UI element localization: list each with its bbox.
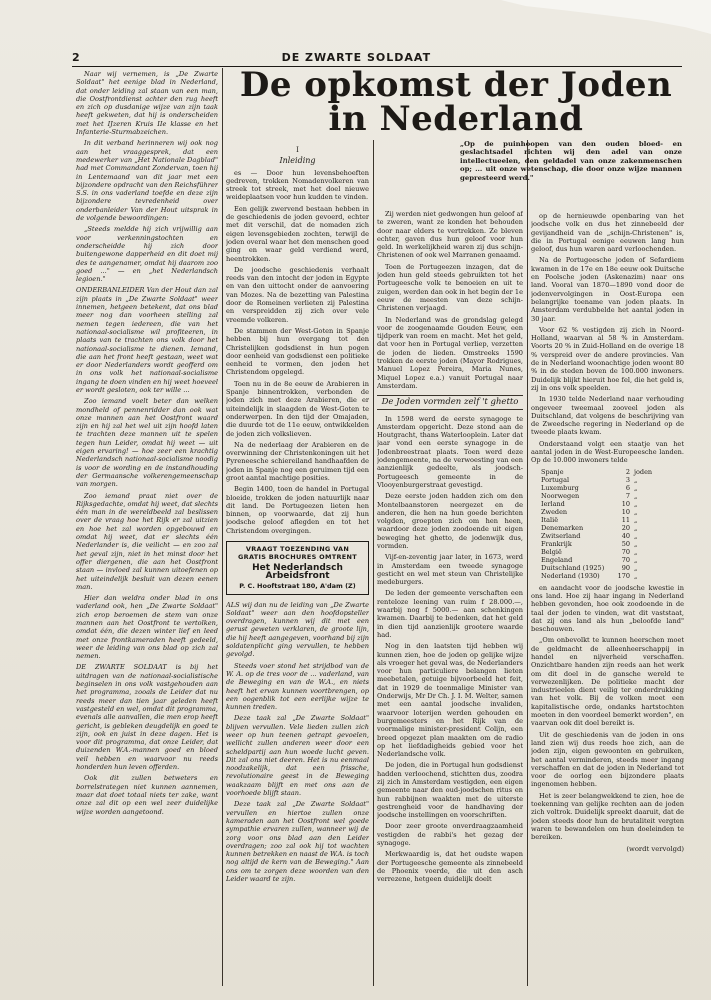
- table-row: [531, 476, 684, 484]
- paragraph: Na de Portugeesche joden of Sefardiem kwamen in de 17e en 18e eeuw ook Duitsche en Poolsche joden (Askenazim) naar ons land. Vooral van 1870—1890 vond door de jodenvervolgingen in Oost-Europa een belangrijke toename van joden plaats. In Amsterdam verdubbelde het aantal joden in 30 jaar.: [531, 256, 684, 323]
- unit-cell: „: [634, 547, 638, 556]
- country-cell: Engeland: [541, 555, 573, 564]
- paragraph: Door zeer groote onverdraagzaamheid vestigden de rabbi's het gezag der synagoge.: [377, 822, 523, 848]
- paragraph: Merkwaardig is, dat het oudste wapen der Portugeesche gemeente als zinnebeeld de Phoenix voerde, die uit den asch verrezene, hetgeen duidelijk doelt: [377, 850, 523, 884]
- table-row: [531, 508, 684, 516]
- table-row: [531, 516, 684, 524]
- table-row: [531, 564, 684, 572]
- paragraph: Vijf-en-zeventig jaar later, in 1673, werd in Amsterdam een tweede synagoge gesticht en wel met steun van Christelijke medeburgers.: [377, 553, 523, 587]
- value-cell: 90: [621, 563, 630, 572]
- paragraph: In 1598 werd de eerste synagoge te Amsterdam opgericht. Deze stond aan de Houtgracht, thans Waterlooplein. Later dat jaar vond een eerste synagoge in de Jodenbreestraat plaats. Toen werd deze jodengemeente, na de verwoesting van een aanzienlijk gedeelte, als joodsch-Portugeesch gemeente in de Vlooyenburgerstraat gevestigd.: [377, 414, 523, 489]
- paragraph: De joodsche geschiedenis verhaalt reeds van den intocht der joden in Egypte en van den uittocht onder de aanvoering van Mozes. Na de bezetting van Palestina door de Romeinen verlieten zij Palestina en verspreidden zij zich over vele vreemde volkeren.: [226, 265, 369, 324]
- table-row: [531, 532, 684, 540]
- country-cell: Italië: [541, 515, 559, 524]
- country-cell: Frankrijk: [541, 539, 572, 548]
- country-cell: Noorwegen: [541, 491, 580, 500]
- value-cell: 20: [621, 523, 630, 532]
- unit-cell: „: [634, 475, 638, 484]
- unit-cell: „: [634, 515, 638, 524]
- country-cell: Ierland: [541, 499, 565, 508]
- value-cell: 10: [621, 507, 630, 516]
- country-cell: België: [541, 547, 562, 556]
- paragraph: In Nederland was de grondslag gelegd voor de zoogenaamde Gouden Eeuw, een tijdperk van roem en macht. Met het geld, dat voor hen in Portugal verliep, verzetten de joden de lieden. Omstreeks 1590 trokken de eerste joden (Mayor Rodrigues, Manuel Lopez Pereira, Maria Nunes, Miquel Lopez e.a.) vanuit Portugal naar Amsterdam.: [377, 315, 523, 390]
- unit-cell: „: [634, 539, 638, 548]
- table-row: [531, 556, 684, 564]
- paragraph: Deze taak zal „De Zwarte Soldaat" vervullen en hiertoe zullen onze kameraden aan het Oostfront wel goede sympathie ervaren zullen, wanneer wij de zorg voor ons blad aan den Leider overdragen; zoo zal ook hij tot wachten kunnen betrekken en naast de W.A. is toch nog altijd de kern van de Beweging." Aan ons om te zorgen deze woorden van den Leider waard te zijn.: [226, 800, 369, 884]
- unit-cell: „: [634, 483, 638, 492]
- section-numeral: I: [296, 146, 299, 154]
- paragraph: De joden, die in Portugal hun godsdienst hadden verloochend, stichtten dus, zoodra zij zich in Amsterdam vestigden, een eigen gemeente naar den oud-joodschen ritus en hun rabbijnen waakten met de uiterste gestrengheid voor de handhaving der joodsche instellingen en voorschriften.: [377, 761, 523, 820]
- paragraph: en aandacht voor de joodsche kwestie in ons land. Hoe zij haar ingang in Nederland hebben gevonden, hoe ook zoodoende in de taal der joden te vinden, wat dit vaststaat, dat zij ons land als hun „beloofde land" beschouwen.: [531, 583, 684, 634]
- paragraph: es — Door hun levensbehoeften gedreven, trokken Nomadenvolkeren van streek tot streek, met het doel nieuwe weideplaatsen voor hun kudden te vinden.: [226, 168, 369, 202]
- value-cell: 40: [621, 531, 630, 540]
- advertisement-box: [226, 541, 369, 594]
- value-cell: 3: [625, 475, 630, 484]
- paragraph: Deze eerste joden hadden zich om den Montelbaanstoren neergezet en de anderen, die hen na hun goede berichten volgden, groepten zich om hen heen, waardoor deze joden zoodoende uit eigen beweging het ghetto, de jodenwijk dus, vormden.: [377, 492, 523, 550]
- torn-corner: [501, 0, 711, 34]
- table-row: [531, 524, 684, 532]
- country-cell: Portugal: [541, 475, 570, 484]
- country-cell: Duitschland (1925): [541, 563, 605, 572]
- country-cell: Zweden: [541, 507, 568, 516]
- section-heading: Inleiding: [279, 156, 316, 166]
- page-number: 2: [72, 50, 81, 64]
- value-cell: 170: [617, 571, 630, 580]
- intro-quote: „Op de puinhoopen van den ouden bloed- en geslachtsadel richten wij den adel van onze intellectueelen, den geldadel van onze zakenmenschen op; ... uit onze wetenschap, die door onze wijze mannen gepresteerd werd.": [460, 140, 682, 182]
- paragraph: De leden der gemeente verschaften een renteloze leening van ruim f 28.000.—, waarbij nog f 5000.— aan schenkingen kwamen. Daarbij te bedenken, dat het geld in dien tijd aanzienlijk grootere waarde had.: [377, 589, 523, 639]
- column-article-2: [377, 210, 523, 986]
- unit-cell: „: [634, 571, 638, 580]
- column-divider-2: [373, 140, 374, 986]
- country-cell: Zwitserland: [541, 531, 581, 540]
- paragraph: Zoo iemand voelt beter dan welken mondheld of pennenridder dan ook wat onze mannen aan het Oostfront waard zijn en hij zal het wel uit zijn hoofd laten te trachten deze mannen uit te spelen tegen hun Leider, omdat hij weet — uit eigen ervaring! — hoe zeer een krachtig Nederlandsch nationaal-socialisme noodig is voor de wording en de instandhouding der Germaansche volkerengemeenschap van morgen.: [76, 397, 218, 489]
- paragraph: op de hernieuwde openbaring van het joodsche volk en dus het zinnebeeld der gevijandheid van de „schijn-Christenen" is, die in Portugal eenige eeuwen lang hun geloof, dus hun waren aard verloochenden.: [531, 212, 684, 254]
- masthead: [72, 50, 632, 64]
- section-heading: De Joden vormden zelf 't ghetto: [377, 395, 523, 409]
- value-cell: 70: [621, 547, 630, 556]
- continued-note: (wordt vervolgd): [626, 844, 684, 853]
- value-cell: 10: [621, 499, 630, 508]
- paragraph: „Steeds meldde hij zich vrijwillig aan voor verkenningstochten en onderscheidde hij zich door buitengewone dapperheid en dit doet mij des te aangenamer, omdat hij daarom zoo goed ..." — en „het Nederlandsch legioen.": [76, 225, 218, 284]
- column-divider-1: [222, 68, 223, 986]
- paragraph: „Om onbevolkt te kunnen heerschen moet de geldmacht de alleenheerschappij in handel en nijverheid verschaffen. Onzichtbare handen zijn reeds aan het werk om dit doel in de gansche wereld te verwezenlijken. De politieke macht der industrieelen dient veilig ter onderdrukking van het volk. Bij de volken moet een kapitalistische orde, ondanks hartstochten moeten in den voordeel bemerkt worden", en vaarvan ook dit doel bereikt is.: [531, 636, 684, 728]
- table-row: [531, 540, 684, 548]
- value-cell: 11: [621, 515, 630, 524]
- paragraph: Zij werden niet gedwongen hun geloof af te zweren, want ze konden het behouden door naar elders te vertrekken. Ze bleven echter, gaven dus hun geloof voor hun geld. In werkelijkheid waren zij dus schijn-Christenen of ook wel Marranen genaamd.: [377, 210, 523, 260]
- value-cell: 6: [625, 483, 630, 492]
- table-row: [531, 492, 684, 500]
- unit-cell: „: [634, 499, 638, 508]
- ad-line-3: P. C. Hooftstraat 180, A'dam (Z): [239, 582, 356, 591]
- paragraph: Uit de geschiedenis van de joden in ons land zien wij dus reeds hoe zich, aan de joden zijn, eigen gewoonten en gebruiken, het aantal verminderen, steeds meer ingang verschaffen en dat de joden in Nederland tot voor de oorlog een bijzondere plaats ingenomen hebben.: [531, 730, 684, 789]
- value-cell: 70: [621, 555, 630, 564]
- unit-cell: „: [634, 507, 638, 516]
- unit-cell: „: [634, 531, 638, 540]
- paragraph: Na de nederlaag der Arabieren en de overwinning der Christenkoningen uit het Pyreneesche schiereiland handhaafden de joden in Spanje nog een geruimen tijd een groot aantal machtige posities.: [226, 440, 369, 482]
- paragraph: Een gelijk zwervend bestaan hebben in de geschiedenis de joden gevoerd, echter met dit verschil, dat de nomaden zich eigen levensgebieden zochten, terwijl de joden overal waar het den menschen goed ging en waar geld verdiend werd, heentrokken.: [226, 204, 369, 263]
- paragraph: Ook dit zullen betweters en borrelstrategen niet kunnen aannemen, maar dat doet totaal niets ter zake, want onze zal dit op een wel zeer duidelijke wijze worden aangetoond.: [76, 774, 218, 816]
- paragraph: Deze taak zal „De Zwarte Soldaat" blijven vervullen. Vele lieden zullen zich weer op hun teenen getrapt gevoelen, wellicht zullen anderen weer door een scheldpartij aan hun woede lucht geven. Dit zal ons niet deeren. Het is nu eenmaal noodzakelijk, dat een frissche, revolutionaire geest in de Beweging waakzaam blijft en met ons aan de voorhoede blijft staan.: [226, 714, 369, 798]
- paper-name: DE ZWARTE SOLDAAT: [281, 50, 432, 64]
- column-divider-3: [527, 140, 528, 986]
- table-row: [531, 484, 684, 492]
- paragraph: De stammen der West-Goten in Spanje hebben bij hun overgang tot den Christelijken godsdienst in hun pogen door eenheid van godsdienst een politieke eenheid te vormen, den joden het Christendom opgelegd.: [226, 326, 369, 377]
- country-cell: Denemarken: [541, 523, 584, 532]
- value-cell: 2: [625, 467, 630, 476]
- article-headline: [226, 65, 686, 139]
- column-article-3: [531, 212, 684, 986]
- country-cell: Spanje: [541, 467, 564, 476]
- country-cell: Nederland (1930): [541, 571, 600, 580]
- headline-line-1: De opkomst der Joden: [239, 65, 673, 105]
- paragraph: Het is zeer belangwekkend te zien, hoe de toekenning van gelijke rechten aan de joden zich voltrok. Duidelijk spreekt daaruit, dat de joden steeds door hun de brutaliteit vergten waren te bewandelen om hun doeleinden te bereiken.: [531, 791, 684, 842]
- column-editorial: [76, 70, 218, 986]
- column-article-1: [226, 146, 369, 986]
- paragraph: Voor 62 % vestigden zij zich in Noord-Holland, waarvan al 58 % in Amsterdam. Voorts 20 % in Zuid-Holland en de overige 18 % verspreid over de andere provincies. Van de in Nederland woonachtige joden woont 80 % in de steden boven de 100.000 inwoners. Duidelijk blijkt hieruit hoe fel, die het geld is, zij in ons volk speelden.: [531, 325, 684, 392]
- paragraph: In 1930 telde Nederland naar verhouding ongeveer tweemaal zooveel joden als Duitschland, dat volgens de beschrijving van de Zweedsche regering in Nederland op de tweede plaats kwam.: [531, 395, 684, 437]
- value-cell: 50: [621, 539, 630, 548]
- paragraph: DE ZWARTE SOLDAAT is bij het uitdragen van de nationaal-socialistische beginselen in ons volk vastgehouden aan het programma, zooals de Leider dat nu reeds meer dan tien jaar geleden heeft vastgesteld en wel, omdat dit programma, evenals alle aanvallen, die men erop heeft gericht, is gebleken deugdelijk en goed te zijn, ook en juist in deze dagen. Het is voor dit programma, dat onze Leider, dat duizenden W.A.-mannen goed en bloed veil hebben en waarvoor nu reeds honderden hun leven offerden.: [76, 663, 218, 772]
- paragraph: ONDERBANLEIDER Van der Hout dan zal zijn plaats in „De Zwarte Soldaat" weer innemen, hetgeen betekent, dat ons blad meer nog dan voorheen stelling zal nemen tegen iedereen, die van het nationaal-socialisme wil profiteeren, in plaats van te trachten ons volk door het nationaal-socialisme te dienen. Iemand, die aan het front heeft gestaan, weet wat er door Nederlanders wordt geofferd om in ons volk het nationaal-socialisme ingang te doen vinden en hij weet hoeveel er wordt gesloten, ook ter wille ...: [76, 286, 218, 394]
- unit-cell: „: [634, 523, 638, 532]
- unit-cell: joden: [634, 467, 653, 476]
- paragraph: Begin 1400, toen de handel in Portugal bloeide, trokken de joden natuurlijk naar dit land. De Portugeezen lieten hen binnen, op voorwaarde, dat zij hun joodsche geloof aflegden en tot het Christendom overgingen.: [226, 485, 369, 535]
- paragraph: Nog in den laatsten tijd hebben wij kunnen zien, hoe de joden op gelijke wijze als vroeger het geval was, de Nederlanders voor hun particuliere belangen lieten meebetalen, getuige bijvoorbeeld het feit, dat in 1929 de toenmalige Minister van Onderwijs, Mr Dr Ch. J. I. M. Welter, samen met een aantal joodsche invaliden, waarvoor loterijen werden gehouden en burgemeesters en het Rijk van de voormalige minister-president Colijn, een breed opgezet plan maakten om de radio op het liefdadigheids gebied voor het Nederlandsche volk.: [377, 642, 523, 759]
- table-row: [531, 468, 684, 476]
- country-cell: Luxemburg: [541, 483, 579, 492]
- paragraph: ALS wij dan nu de leiding van „De Zwarte Soldaat" weer aan den hoofdopsteller overdragen, kunnen wij dit met een gerust geweten verklaren, de groote lijn, die hij heeft aangegeven, voorhand bij zijn soldatenplicht ging vervullen, te hebben gevolgd.: [226, 600, 369, 659]
- value-cell: 7: [625, 491, 630, 500]
- paragraph: Zoo iemand praat niet over de Rijksgedachte, omdat hij weet, dat slechts één man in de wereldbeeld zal beslissen over de vraag hoe het Rijk er zal uitzien en hoe het zal worden opgebouwd en omdat hij weet, dat er slechts één Nederlander is, die veilicht — en zoo zal het geval zijn, niet in het minst door het offer diergenen, die aan het Oostfront staan — invloed zal kunnen uitoefenen op het uiteindelijk besluit van dezen eenen man.: [76, 491, 218, 591]
- paragraph: In dit verband herinneren wij ook nog aan het vraaggesprek, dat een medewerker van „Het Nationale Dagblad" had met Commandant Zondervan, toen hij in Lentemaand van dit jaar met een bijzondere opdracht van den Reichsführer S.S. in ons vaderland toefde en deze zijn bijzondere tevredenheid over onderbanleider Van der Hout uitsprak in de volgende bewoordingen:: [76, 139, 218, 223]
- unit-cell: „: [634, 555, 638, 564]
- paragraph: Steeds voer stond het strijdbod van de W. A. op de tres voor de ... vaderland, van de Beweging en van de W.A., en niets heeft het ervan kunnen voortbrengen, op een oogenblik tot een eerlijke wijze te kunnen treden.: [226, 661, 369, 712]
- table-row: [531, 500, 684, 508]
- ad-line-1: VRAAGT TOEZENDING VAN GRATIS BROCHURES OMTRENT: [238, 545, 357, 562]
- table-caption: Onderstaand volgt een staatje van het aantal joden in de West-Europeesche landen. Op de 10.000 inwoners telde: [531, 439, 684, 465]
- jewish-population-table: [531, 468, 684, 580]
- paragraph: Hier dan weldra onder blad in ons vaderland ook, hen „De Zwarte Soldaat" zich erop beroemen de stem van onze mannen aan het Oostfront te vertolken, omdat één, die dezen winter lief en leed met onze frontkameraden heeft gedeeld, weer de leiding van ons blad op zich zal nemen.: [76, 594, 218, 661]
- unit-cell: „: [634, 491, 638, 500]
- paragraph: Naar wij vernemen, is „De Zwarte Soldaat" het eenige blad in Nederland, dat onder leiding zal staan van een man, die Oostfrontdienst achter den rug heeft en zich op dusdanige wijze van zijn taak heeft gekweten, dat hij is onderscheiden met het IJzeren Kruis IIe klasse en het Infanterie-Sturmabzeichen.: [76, 70, 218, 137]
- headline-line-2: in Nederland: [328, 99, 584, 139]
- table-row: [531, 548, 684, 556]
- unit-cell: „: [634, 563, 638, 572]
- ad-line-2: Het Nederlandsch Arbeidsfront: [252, 562, 343, 581]
- paragraph: Toen de Portugeezen inzagen, dat de joden hun geld steeds gebruikten tot het Portugeesche volk te benoeien en uit te zuigen, werden dan ook in het begin der 1e eeuw de meesten van deze schijn-Christenen verjaagd.: [377, 262, 523, 313]
- table-row: [531, 572, 684, 580]
- paragraph: Toen nu in de 8e eeuw de Arabieren in Spanje binnentrokken, verbonden de joden zich met deze Arabieren, die er uiteindelijk in slaagden de West-Goten te onderwerpen. In den tijd der Omajaden, die duurde tot de 11e eeuw, ontwikkelden de joden zich volkslieven.: [226, 379, 369, 438]
